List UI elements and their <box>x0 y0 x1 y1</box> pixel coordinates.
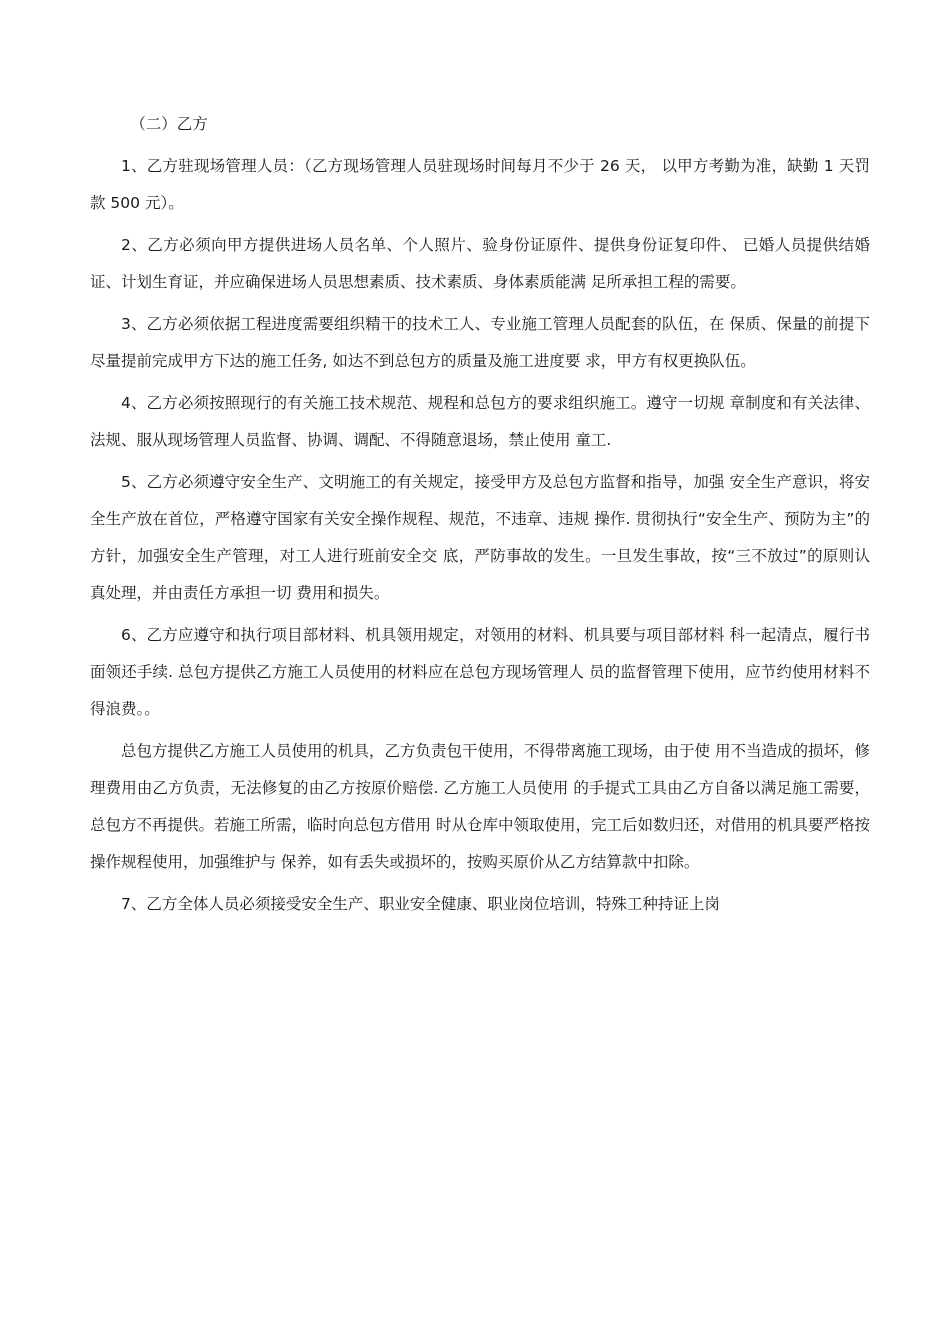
clause-4-paragraph: 4、乙方必须按照现行的有关施工技术规范、规程和总包方的要求组织施工。遵守一切规 章制度和有关法律、法规、服从现场管理人员监督、协调、调配、不得随意退场，禁止使用 童工. <box>90 394 870 449</box>
clause-2-paragraph: 2、乙方必须向甲方提供进场人员名单、个人照片、验身份证原件、提供身份证复印件、 已婚人员提供结婚证、计划生育证，并应确保进场人员思想素质、技术素质、身体素质能满 足所承担工程的需要。 <box>90 236 870 291</box>
clause-6-paragraph: 6、乙方应遵守和执行项目部材料、机具领用规定，对领用的材料、机具要与项目部材料 科一起清点，履行书面领还手续. 总包方提供乙方施工人员使用的材料应在总包方现场管理人 员的监督管理下使用，应节约使用材料不得浪费。。 <box>90 626 870 718</box>
section-heading: （二）乙方 <box>130 115 208 133</box>
clause-3-paragraph: 3、乙方必须依据工程进度需要组织精干的技术工人、专业施工管理人员配套的队伍，在 保质、保量的前提下尽量提前完成甲方下达的施工任务, 如达不到总包方的质量及施工进度要 求，甲方有权更换队伍。 <box>90 315 870 370</box>
equipment-paragraph: 总包方提供乙方施工人员使用的机具，乙方负责包干使用，不得带离施工现场，由于使 用不当造成的损坏，修理费用由乙方负责，无法修复的由乙方按原价赔偿. 乙方施工人员使用 的手提式工具由乙方自备以满足施工需要，总包方不再提供。若施工所需，临时向总包方借用 时从仓库中领取使用，完工后如数归还，对借用的机具要严格按操作规程使用，加强维护与 保养，如有丢失或损坏的，按购买原价从乙方结算款中扣除。 <box>90 742 870 871</box>
document-body <box>90 106 870 928</box>
clause-5-paragraph: 5、乙方必须遵守安全生产、文明施工的有关规定，接受甲方及总包方监督和指导，加强 安全生产意识，将安全生产放在首位，严格遵守国家有关安全操作规程、规范，不违章、违规 操作. 贯彻执行“安全生产、预防为主”的方针，加强安全生产管理，对工人进行班前安全交 底，严防事故的发生。一旦发生事故，按“三不放过”的原则认真处理，并由责任方承担一切 费用和损失。 <box>90 473 870 602</box>
clause-1-paragraph: 1、乙方驻现场管理人员：（乙方现场管理人员驻现场时间每月不少于 26 天， 以甲方考勤为准，缺勤 1 天罚款 500 元）。 <box>90 157 870 212</box>
clause-7-paragraph: 7、乙方全体人员必须接受安全生产、职业安全健康、职业岗位培训，特殊工种持证上岗 <box>121 895 720 913</box>
